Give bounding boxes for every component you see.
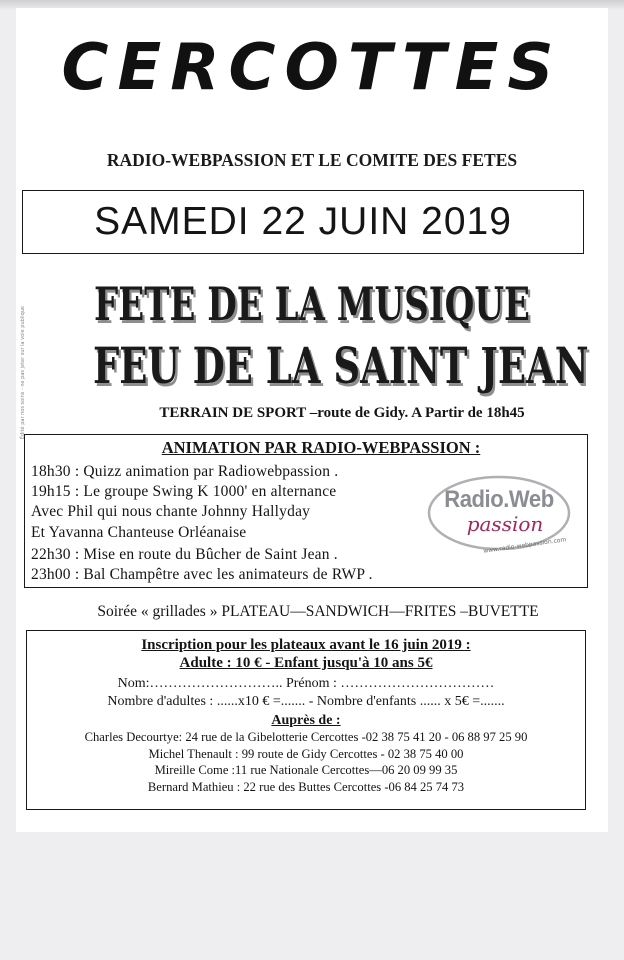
poster-title: CERCOTTES bbox=[61, 31, 563, 105]
contact-line: Bernard Mathieu : 22 rue des Buttes Cercottes -06 84 25 74 73 bbox=[147, 779, 465, 794]
name-field-line: Nom:……………………….. Prénom : …………………………… bbox=[117, 676, 495, 691]
program-line: 18h30 : Quizz animation par Radiowebpassion . bbox=[31, 463, 339, 480]
headline-feu-saint-jean: FEU DE LA SAINT JEAN bbox=[92, 336, 589, 395]
animation-heading: ANIMATION PAR RADIO-WEBPASSION : bbox=[161, 438, 481, 457]
poster-page bbox=[16, 8, 608, 832]
inscription-box bbox=[26, 630, 586, 810]
contact-line: Mireille Come :11 rue Nationale Cercottes—06 20 09 99 35 bbox=[154, 763, 458, 777]
event-date: SAMEDI 22 JUIN 2019 bbox=[94, 200, 512, 243]
animation-box bbox=[24, 434, 588, 588]
inscription-heading: Inscription pour les plateaux avant le 16 juin 2019 : bbox=[141, 637, 471, 653]
count-field-line: Nombre d'adultes : ......x10 € =....... - Nombre d'enfants ...... x 5€ =....... bbox=[107, 694, 505, 709]
program-line: 19h15 : Le groupe Swing K 1000' en alternance bbox=[31, 483, 337, 500]
radio-webpassion-logo bbox=[425, 473, 573, 555]
headline-fete-musique: FETE DE LA MUSIQUE bbox=[94, 277, 530, 331]
logo-url: www.radio-webpassion.com bbox=[482, 536, 567, 555]
logo-text-radio-web: Radio.Web bbox=[444, 485, 554, 513]
print-note: Édité par nos soins - ne pas jeter sur la voie publique bbox=[20, 306, 26, 440]
contact-line: Charles Decourtye: 24 rue de la Gibelotterie Cercottes -02 38 75 41 20 - 06 88 97 25 90 bbox=[84, 730, 528, 744]
program-line: Avec Phil qui nous chante Johnny Hallyday bbox=[31, 503, 311, 520]
date-box bbox=[22, 190, 584, 254]
price-line: Adulte : 10 € - Enfant jusqu'à 10 ans 5€ bbox=[179, 655, 433, 671]
program-line: 23h00 : Bal Champêtre avec les animateurs de RWP . bbox=[31, 566, 373, 583]
logo-text-passion: passion bbox=[466, 512, 544, 536]
food-line: Soirée « grillades » PLATEAU—SANDWICH—FRITES –BUVETTE bbox=[97, 603, 539, 620]
contacts-heading: Auprès de : bbox=[271, 713, 341, 728]
venue-line: TERRAIN DE SPORT –route de Gidy. A Partir de 18h45 bbox=[159, 405, 525, 421]
contact-line: Michel Thenault : 99 route de Gidy Cercottes - 02 38 75 40 00 bbox=[148, 746, 464, 761]
program-line: 22h30 : Mise en route du Bûcher de Saint Jean . bbox=[31, 546, 338, 563]
organizers: RADIO-WEBPASSION ET LE COMITE DES FETES bbox=[106, 150, 518, 170]
program-line: Et Yavanna Chanteuse Orléanaise bbox=[31, 524, 247, 541]
